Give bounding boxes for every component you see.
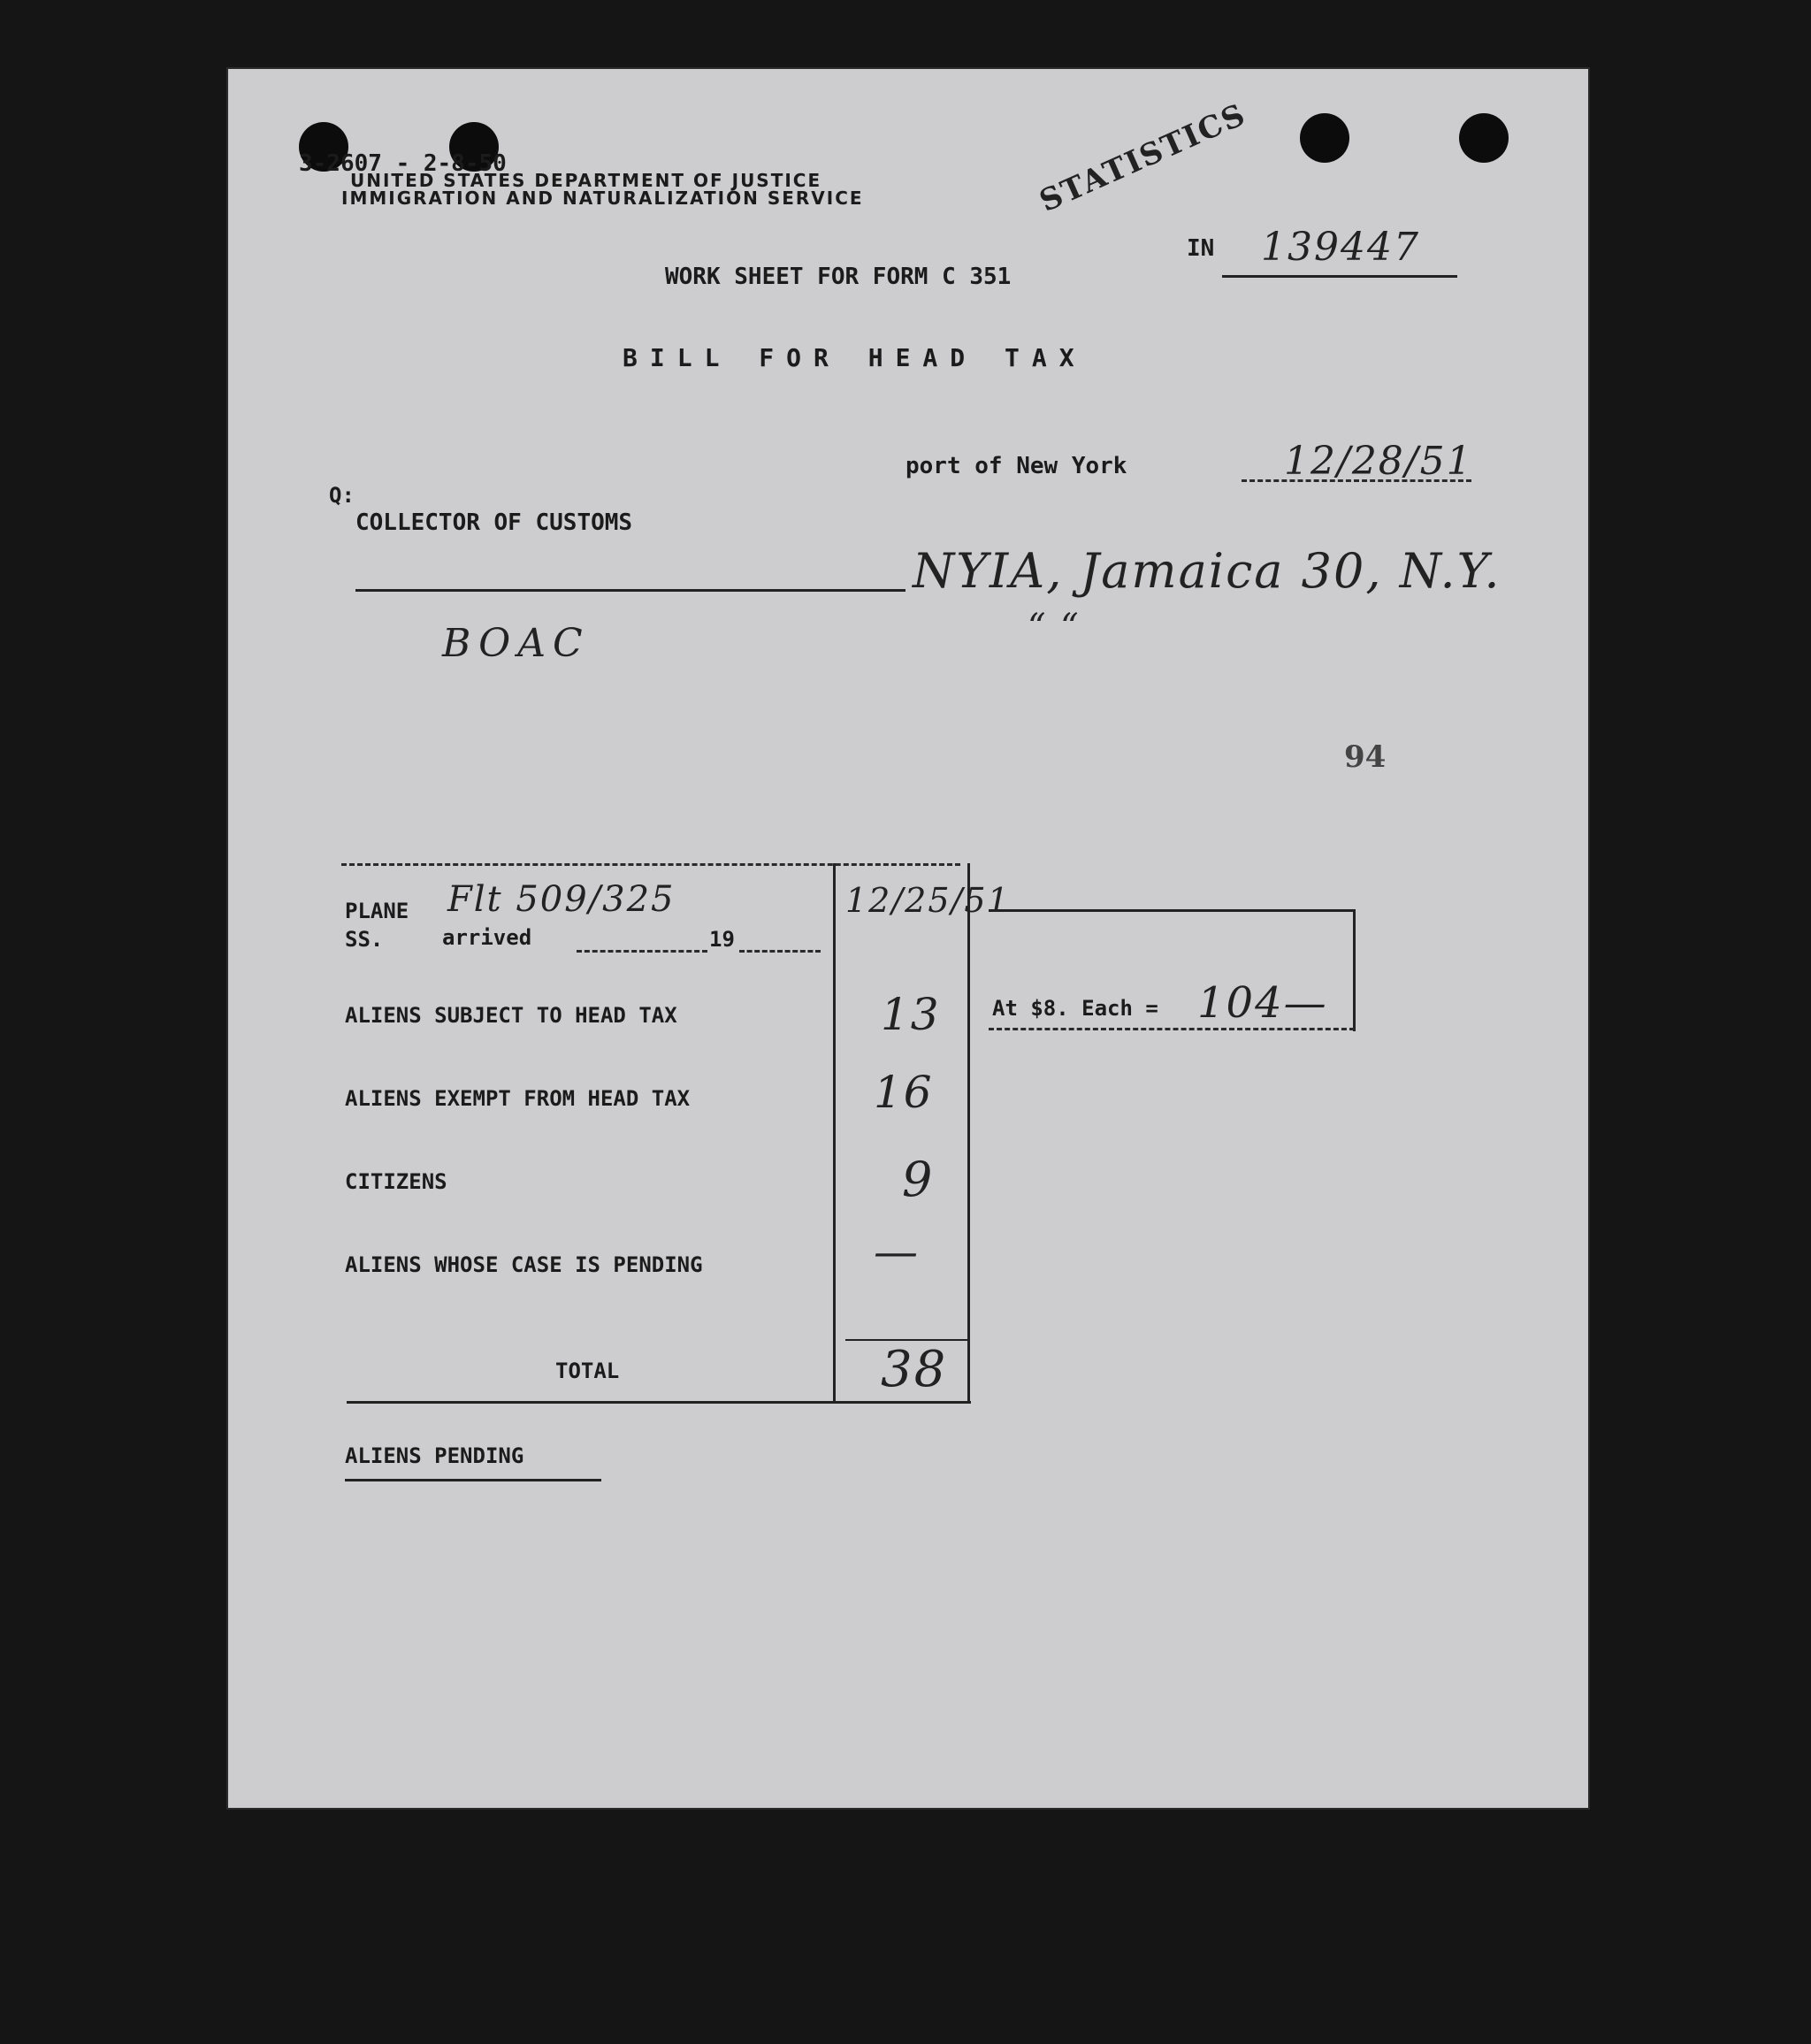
rate-value: 104— (1197, 978, 1328, 1028)
collector-address: NYIA, Jamaica 30, N.Y. (913, 543, 1502, 599)
in-number: 139447 (1261, 225, 1420, 270)
worksheet-title: WORK SHEET FOR FORM C 351 (665, 264, 1012, 290)
in-label: IN (1187, 235, 1215, 262)
year-label: 19 (709, 927, 735, 952)
ditto-marks: “ “ (1028, 607, 1081, 647)
row-label-subject: ALIENS SUBJECT TO HEAD TAX (345, 1003, 677, 1028)
in-number-underline (1222, 275, 1457, 278)
aliens-pending-label: ALIENS PENDING (345, 1443, 524, 1468)
rate-label: At $8. Each = (992, 996, 1158, 1021)
document-page (226, 67, 1590, 1810)
port-date: 12/28/51 (1284, 439, 1473, 484)
bill-title: BILL FOR HEAD TAX (623, 343, 1087, 372)
row-value-subject: 13 (881, 989, 941, 1040)
total-label: TOTAL (555, 1359, 620, 1383)
rate-box-top (989, 909, 1355, 912)
table-divider-right (967, 863, 970, 1403)
table-divider-left (833, 863, 836, 1403)
row-value-pending: — (874, 1226, 920, 1277)
aliens-pending-underline (345, 1479, 601, 1481)
total-value: 38 (881, 1341, 948, 1398)
agency-line-2: IMMIGRATION AND NATURALIZATION SERVICE (341, 188, 864, 209)
collector-underline (355, 589, 906, 592)
agency-line-1: UNITED STATES DEPARTMENT OF JUSTICE (350, 170, 822, 191)
rate-box-right (1353, 909, 1356, 1031)
punch-hole-icon (1300, 113, 1349, 163)
form-number: 3-2607 - 2-8-50 (299, 150, 507, 177)
row-label-pending: ALIENS WHOSE CASE IS PENDING (345, 1252, 703, 1277)
punch-hole-icon (1459, 113, 1509, 163)
row-value-citizens: 9 (902, 1152, 935, 1207)
collector-label: COLLECTOR OF CUSTOMS (355, 509, 633, 536)
port-date-underline (1242, 479, 1471, 482)
row-label-citizens: CITIZENS (345, 1169, 447, 1194)
statistics-stamp: STATISTICS (1034, 96, 1252, 219)
arrived-label: arrived (442, 925, 532, 950)
row-value-exempt: 16 (874, 1067, 934, 1118)
rate-box-bottom (989, 1028, 1355, 1030)
row-label-exempt: ALIENS EXEMPT FROM HEAD TAX (345, 1086, 691, 1111)
ss-label: SS. (345, 927, 384, 952)
plane-flight: Flt 509/325 (447, 879, 676, 920)
arrived-blank (577, 950, 707, 953)
table-bottom-rule (347, 1401, 971, 1404)
carrier-name: BOAC (442, 621, 590, 666)
page-mark: 94 (1344, 739, 1387, 775)
to-label: Q: (329, 483, 355, 508)
plane-label: PLANE (345, 899, 409, 923)
port-label: port of New York (906, 453, 1127, 479)
table-top-rule (341, 863, 960, 866)
year-blank (739, 950, 821, 953)
arrival-date: 12/25/51 (845, 881, 1011, 920)
